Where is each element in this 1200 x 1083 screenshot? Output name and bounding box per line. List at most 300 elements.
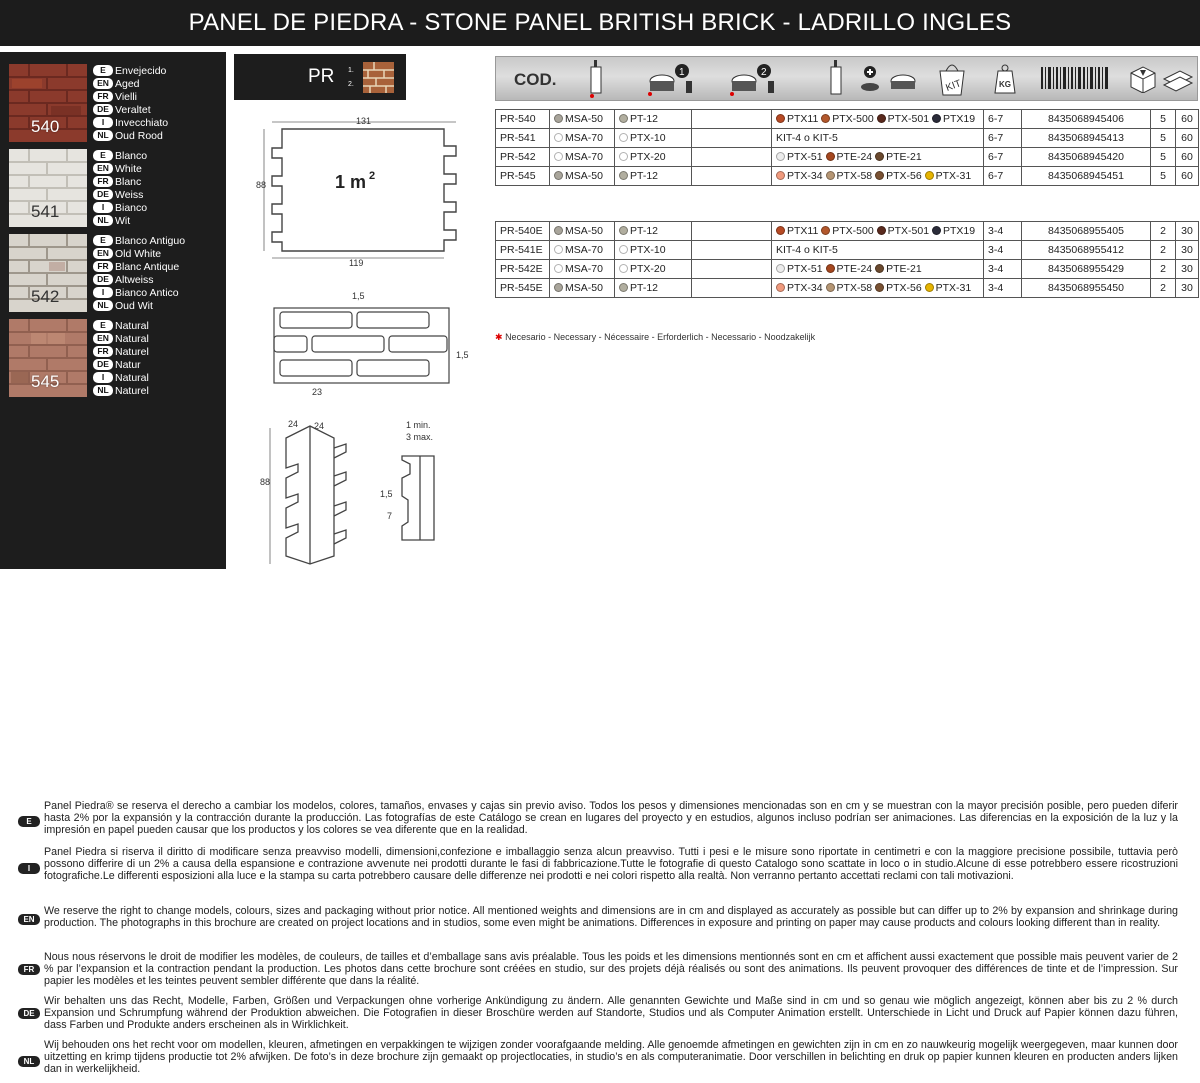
brick-panel-icon <box>362 61 395 94</box>
weight-value: 3-4 <box>988 282 1004 294</box>
brick-joint-drawing <box>274 308 449 383</box>
color-code: PTX-31 <box>935 170 972 182</box>
finish-name: Natural <box>115 319 149 332</box>
cell-empty <box>692 279 772 298</box>
product-code: PR-542E <box>500 263 543 275</box>
cell-adhesive <box>550 129 615 148</box>
finish-name: Altweiss <box>115 273 154 286</box>
ean-value: 8435068945420 <box>1048 151 1124 163</box>
lang-tag: DE <box>93 359 113 370</box>
disclaimer-text: Nous nous réservons le droit de modifier les modèles, de couleurs, de tailles et d’emballage sans avis préalable. Tous les poids et les dimensions mentionnés sont en cm et affichent aussi exactement que possible mais peuvent varier de 2 % par l’expansion et la contraction pendant la production. Les photos dans cette brochure sont créées en studio, sur des projets déjà réalisés ou sont des animations. Ils peuvent provoquer des différences de tinte et de l’impression. Sur papier les modèles et les teintes peuvent sembler différente que dans la réalité. <box>44 951 1178 987</box>
cell-empty <box>692 222 772 241</box>
finish-name: Blanco Antiguo <box>115 234 186 247</box>
cell-cod <box>496 241 550 260</box>
pallet-icon <box>1162 65 1194 93</box>
cell-qty <box>1151 167 1176 186</box>
barcode-icon <box>1041 67 1111 89</box>
plus-additive-icon <box>859 65 881 93</box>
product-code: PR-545 <box>500 170 536 182</box>
finish-name: Aged <box>115 77 140 90</box>
cell-adhesive <box>550 222 615 241</box>
cell-weight <box>984 110 1022 129</box>
cell-ean <box>1022 167 1151 186</box>
corner-piece-drawing <box>286 426 346 564</box>
ean-value: 8435068955429 <box>1048 263 1124 275</box>
kit-text: KIT-4 o KIT-5 <box>776 132 838 144</box>
color-dot <box>821 226 830 235</box>
disclaimer-nl <box>18 1040 1178 1075</box>
cell-qty <box>1151 110 1176 129</box>
product-table-corner <box>495 221 1199 298</box>
product-code: PR-541E <box>500 244 543 256</box>
color-code: PTX-501 <box>887 225 930 237</box>
lang-tag: FR <box>93 261 113 272</box>
lang-tag-fr: FR <box>18 964 40 975</box>
cell-colors <box>772 110 984 129</box>
cell-colors <box>772 129 984 148</box>
cell-empty <box>692 260 772 279</box>
table-row <box>496 129 1199 148</box>
cell-cod <box>496 167 550 186</box>
color-code: PTX-501 <box>887 113 930 125</box>
color-code: PTX-56 <box>886 282 922 294</box>
area-label: 1 m <box>335 172 367 192</box>
lang-tag: FR <box>93 91 113 102</box>
cell-cod <box>496 110 550 129</box>
cell-empty <box>692 148 772 167</box>
primer-color-dot <box>619 133 628 142</box>
finish-code: 541 <box>31 202 60 221</box>
finish-name: Wit <box>115 214 131 227</box>
color-dot <box>826 171 835 180</box>
box-qty: 5 <box>1160 132 1166 144</box>
cell-colors <box>772 279 984 298</box>
color-code: PTX11 <box>787 225 819 237</box>
swatch-image <box>9 234 87 312</box>
note-text: Necesario - Necessary - Nécessaire - Erforderlich - Necessario - Noodzakelijk <box>505 332 816 342</box>
finish-names <box>93 234 223 312</box>
cell-primer <box>615 167 692 186</box>
cell-adhesive <box>550 148 615 167</box>
joint-label: 1,5 <box>352 291 365 301</box>
finish-name: White <box>115 162 142 175</box>
cell-qty <box>1151 260 1176 279</box>
lang-tag: I <box>93 372 113 383</box>
profile-drawing <box>402 456 434 540</box>
cell-ean <box>1022 241 1151 260</box>
cell-weight <box>984 222 1022 241</box>
color-code: PTE-24 <box>836 263 873 275</box>
box-qty: 2 <box>1160 282 1166 294</box>
color-code: PTE-21 <box>886 263 922 275</box>
box-qty: 5 <box>1160 170 1166 182</box>
color-code: PTX19 <box>942 113 976 125</box>
color-dot <box>932 226 941 235</box>
finish-545 <box>9 319 221 397</box>
color-dot <box>776 264 785 273</box>
cell-weight <box>984 167 1022 186</box>
cell-colors <box>772 148 984 167</box>
disclaimer-de <box>18 996 1178 1031</box>
finish-name: Natur <box>115 358 141 371</box>
cell-adhesive <box>550 110 615 129</box>
primer-color-dot <box>619 152 628 161</box>
ean-value: 8435068945406 <box>1048 113 1124 125</box>
disclaimer-text: Panel Piedra si riserva il diritto di modificare senza preavviso modelli, dimensioni,confezione e imballaggio senza alcun preavviso. Tutti i pesi e le misure sono riportate in centimetri e con la maggiore precisione possibile, tuttavia però possono differire di un 2% a causa della espansione e contrazione avvenute nei prodotti durante le fasi di fabbricazione.Tutte le fotografie di questo Catalogo sono scattate in loco o in studio.Alcune di esse potrebbero essere ricostruzioni fotografiche.Le differenti esposizioni alla luce e la stampa su carta potrebbero causare delle differenze nei prodotti e nei colori rispetto alla realtà. Non verranno pertanto accettati reclami con tali motivazioni. <box>44 846 1178 882</box>
adhesive-color-dot <box>554 152 563 161</box>
finish-name: Natural <box>115 371 149 384</box>
color-code: PTX-34 <box>787 282 823 294</box>
finish-sidebar <box>0 52 226 569</box>
adhesive-code: MSA-70 <box>565 151 603 163</box>
kit-bag-icon <box>936 59 968 97</box>
primer-color-dot <box>619 264 628 273</box>
primer-code: PTX-10 <box>630 244 666 256</box>
lang-tag: EN <box>93 163 113 174</box>
lang-tag: FR <box>93 346 113 357</box>
corner-b-label: 24 <box>314 421 325 431</box>
primer-code: PTX-10 <box>630 132 666 144</box>
color-dot <box>776 152 785 161</box>
adhesive-code: MSA-50 <box>565 113 603 125</box>
color-code: PTX-58 <box>836 282 873 294</box>
disclaimer-text: Panel Piedra® se reserva el derecho a cambiar los modelos, colores, tamaños, envases y cajas sin previo aviso. Todos los pesos y dimensiones mencionadas son en cm y se muestran con la mayor precisión posible, pero pueden diferir hasta 2% por la expansión y la contracción durante la producción. Las fotografías de este Catálogo se crean en lugares del proyecto y en estudios, algunos incluso podrían ser animaciones. Las diferencias en la exposición de la luz y la impresión en papel pueden causar que los productos y los colores se vea diferente que en la realidad. <box>44 800 1178 836</box>
cell-qty <box>1151 241 1176 260</box>
weight-value: 6-7 <box>988 113 1004 125</box>
marker-2: 2. <box>348 81 354 88</box>
primer-code: PTX-20 <box>630 151 666 163</box>
cell-adhesive <box>550 260 615 279</box>
ean-value: 8435068945451 <box>1048 170 1124 182</box>
adhesive-code: MSA-70 <box>565 244 603 256</box>
pallet-qty: 30 <box>1181 263 1193 275</box>
color-dot <box>776 114 785 123</box>
color-dot <box>932 114 941 123</box>
product-code: PR-542 <box>500 151 536 163</box>
color-code: PTX-34 <box>787 170 823 182</box>
lang-tag: I <box>93 202 113 213</box>
lang-tag: E <box>93 320 113 331</box>
color-dot <box>925 283 934 292</box>
color-dot <box>875 171 884 180</box>
color-dot <box>776 171 785 180</box>
weight-kg-icon <box>993 63 1017 95</box>
finish-540 <box>9 64 221 142</box>
cell-pallet <box>1176 260 1199 279</box>
profile-b-label: 7 <box>387 511 393 521</box>
table-row <box>496 148 1199 167</box>
finish-names <box>93 149 223 227</box>
adhesive-color-dot <box>554 283 563 292</box>
finish-name: Natural <box>115 332 149 345</box>
cell-ean <box>1022 260 1151 279</box>
table-header-icons <box>495 56 1198 101</box>
box-quantity-icon <box>1129 65 1157 93</box>
disclaimer-es <box>18 801 1178 836</box>
required-star-icon: ✱ <box>495 332 503 342</box>
finish-name: Bianco <box>115 201 148 214</box>
table-row <box>496 260 1199 279</box>
disclaimer-text: Wij behouden ons het recht voor om modellen, kleuren, afmetingen en verpakkingen te wijzigen zonder voorafgaande melding. Alle genoemde afmetingen en gewichten zijn in cm en zo nauwkeurig mogelijk weergegeven, maar kunnen door uitzetting en krimp tijdens productie tot 2% afwijken. De foto’s in deze brochure zijn gemaakt op projectlocaties, in studio’s en als computeranimatie. Door verschillen in belichting en druk op papier kunnen kleuren en producten anders lijken dan in werkelijkheid. <box>44 1039 1178 1075</box>
width-bottom-label: 119 <box>349 258 364 268</box>
product-code: PR-540E <box>500 225 543 237</box>
area-superscript: 2 <box>369 170 376 182</box>
corner-height-label: 88 <box>260 477 271 487</box>
cell-ean <box>1022 148 1151 167</box>
cell-weight <box>984 279 1022 298</box>
color-code: PTX-500 <box>832 225 874 237</box>
cell-cod <box>496 129 550 148</box>
adhesive-color-dot <box>554 245 563 254</box>
box-qty: 5 <box>1160 113 1166 125</box>
cell-ean <box>1022 110 1151 129</box>
color-code: PTE-21 <box>886 151 922 163</box>
product-code: PR-541 <box>500 132 536 144</box>
ean-value: 8435068955405 <box>1048 225 1124 237</box>
adhesive-code: MSA-50 <box>565 225 603 237</box>
joint-side-label: 1,5 <box>456 350 469 360</box>
corner-a-label: 24 <box>288 419 299 429</box>
color-dot <box>925 171 934 180</box>
color-dot <box>877 226 886 235</box>
cell-cod <box>496 279 550 298</box>
weight-value: 3-4 <box>988 225 1004 237</box>
cell-weight <box>984 260 1022 279</box>
adhesive-color-dot <box>554 264 563 273</box>
adhesive-color-dot <box>554 226 563 235</box>
color-dot <box>821 114 830 123</box>
lang-tag: EN <box>93 248 113 259</box>
cell-cod <box>496 222 550 241</box>
lang-tag: FR <box>93 176 113 187</box>
weight-value: 6-7 <box>988 151 1004 163</box>
finish-name: Old White <box>115 247 162 260</box>
finish-code: 542 <box>31 287 60 306</box>
lang-tag: E <box>93 235 113 246</box>
ean-value: 8435068955450 <box>1048 282 1124 294</box>
cell-colors <box>772 241 984 260</box>
finish-code: 540 <box>31 117 60 136</box>
color-code: PTX11 <box>787 113 819 125</box>
adhesive-color-dot <box>554 114 563 123</box>
color-dot <box>826 152 835 161</box>
necessary-note <box>495 332 815 343</box>
lang-tag: EN <box>93 333 113 344</box>
step-2-number: 2 <box>761 67 767 78</box>
finish-name: Blanc <box>115 175 142 188</box>
cell-cod <box>496 148 550 167</box>
cell-empty <box>692 167 772 186</box>
cell-primer <box>615 260 692 279</box>
lang-tag: NL <box>93 215 113 226</box>
finish-name: Naturel <box>115 345 149 358</box>
box-qty: 2 <box>1160 244 1166 256</box>
cell-cod <box>496 260 550 279</box>
cell-pallet <box>1176 110 1199 129</box>
cell-empty <box>692 241 772 260</box>
cell-pallet <box>1176 222 1199 241</box>
color-code: PTX-51 <box>787 263 823 275</box>
primer-color-dot <box>619 245 628 254</box>
pallet-qty: 60 <box>1181 132 1193 144</box>
product-code: PR-545E <box>500 282 543 294</box>
lang-tag-en: EN <box>18 914 40 925</box>
lang-tag: E <box>93 150 113 161</box>
cell-primer <box>615 279 692 298</box>
finish-name: Oud Wit <box>115 299 153 312</box>
finish-code: 545 <box>31 372 60 391</box>
color-dot <box>877 114 886 123</box>
dimension-drawings <box>234 108 474 568</box>
finish-name: Blanc Antique <box>115 260 180 273</box>
finish-542 <box>9 234 221 312</box>
step-1-number: 1 <box>679 67 685 78</box>
cell-qty <box>1151 279 1176 298</box>
page-title: PANEL DE PIEDRA - STONE PANEL BRITISH BRICK - LADRILLO INGLES <box>0 0 1200 46</box>
finish-name: Weiss <box>115 188 144 201</box>
finish-name: Blanco <box>115 149 148 162</box>
finish-names <box>93 319 223 397</box>
cell-pallet <box>1176 129 1199 148</box>
cell-primer <box>615 148 692 167</box>
table-row <box>496 167 1199 186</box>
finish-name: Vielli <box>115 90 137 103</box>
pallet-qty: 30 <box>1181 225 1193 237</box>
cell-weight <box>984 129 1022 148</box>
pallet-qty: 60 <box>1181 113 1193 125</box>
disclaimer-text: Wir behalten uns das Recht, Modelle, Farben, Größen und Verpackungen ohne vorherige Ankündigung zu ändern. Alle genannten Gewichte und Maße sind in cm und so genau wie möglich angezeigt, können aber bis zu 2 % durch Expansion und Schrumpfung während der Produktion abweichen. Die Fotografien in dieser Broschüre werden auf Standorte, Studios und als Computer Animation erstellt. Unterschiede in Licht und Druck auf Papier können dazu führen, dass Farben und Produkte anders erscheinen als in Wirklichkeit. <box>44 995 1178 1031</box>
primer-code: PT-12 <box>630 225 659 237</box>
table-row <box>496 222 1199 241</box>
box-qty: 2 <box>1160 263 1166 275</box>
color-dot <box>875 152 884 161</box>
color-code: PTX-500 <box>832 113 874 125</box>
cell-primer <box>615 129 692 148</box>
profile-a-label: 1,5 <box>380 489 393 499</box>
color-dot <box>826 264 835 273</box>
table-row <box>496 279 1199 298</box>
height-label: 88 <box>256 180 267 190</box>
lang-tag: DE <box>93 274 113 285</box>
pallet-qty: 30 <box>1181 244 1193 256</box>
adhesive-code: MSA-50 <box>565 170 603 182</box>
cell-primer <box>615 241 692 260</box>
primer-color-dot <box>619 283 628 292</box>
pr-label: PR <box>308 66 335 87</box>
lang-tag-i: I <box>18 863 40 874</box>
lang-tag: NL <box>93 385 113 396</box>
color-dot <box>776 283 785 292</box>
width-top-label: 131 <box>356 116 372 126</box>
finish-name: Envejecido <box>115 64 167 77</box>
weight-value: 6-7 <box>988 170 1004 182</box>
cell-qty <box>1151 148 1176 167</box>
cell-adhesive <box>550 241 615 260</box>
color-code: PTE-24 <box>836 151 873 163</box>
primer-step-1-icon <box>646 61 696 97</box>
gap-min-label: 1 min. <box>406 420 431 430</box>
lang-tag: DE <box>93 189 113 200</box>
disclaimer-it <box>18 847 1178 882</box>
lang-tag-e: E <box>18 816 40 827</box>
finish-name: Veraltet <box>115 103 151 116</box>
adhesive-code: MSA-70 <box>565 263 603 275</box>
sealant-cartridge-icon <box>829 60 843 96</box>
kit-text: KIT-4 o KIT-5 <box>776 244 838 256</box>
cell-ean <box>1022 222 1151 241</box>
cell-qty <box>1151 222 1176 241</box>
primer-color-dot <box>619 226 628 235</box>
gap-max-label: 3 max. <box>406 432 434 442</box>
cell-ean <box>1022 129 1151 148</box>
swatch-image <box>9 319 87 397</box>
cell-pallet <box>1176 148 1199 167</box>
cell-colors <box>772 167 984 186</box>
cell-empty <box>692 129 772 148</box>
lang-tag: EN <box>93 78 113 89</box>
cell-weight <box>984 241 1022 260</box>
lang-tag: I <box>93 287 113 298</box>
color-code: PTX-31 <box>935 282 972 294</box>
primer-code: PT-12 <box>630 282 659 294</box>
swatch-image <box>9 149 87 227</box>
paint-tray-icon <box>889 65 919 93</box>
color-dot <box>875 283 884 292</box>
primer-code: PT-12 <box>630 170 659 182</box>
weight-value: 3-4 <box>988 244 1004 256</box>
table-row <box>496 110 1199 129</box>
primer-code: PT-12 <box>630 113 659 125</box>
product-code: PR-540 <box>500 113 536 125</box>
finish-name: Invecchiato <box>115 116 169 129</box>
adhesive-color-dot <box>554 133 563 142</box>
weight-value: 3-4 <box>988 263 1004 275</box>
adhesive-code: MSA-70 <box>565 132 603 144</box>
cell-qty <box>1151 129 1176 148</box>
brick-length-label: 23 <box>312 387 323 397</box>
color-dot <box>875 264 884 273</box>
swatch-image <box>9 64 87 142</box>
kit-label: KIT <box>944 78 963 94</box>
kg-label: KG <box>999 80 1011 89</box>
cell-pallet <box>1176 167 1199 186</box>
primer-color-dot <box>619 114 628 123</box>
pr-model-box <box>234 54 406 100</box>
marker-1: 1. <box>348 67 354 74</box>
table-row <box>496 241 1199 260</box>
cell-colors <box>772 222 984 241</box>
primer-step-2-icon <box>728 61 778 97</box>
adhesive-cartridge-icon <box>589 60 605 98</box>
cell-primer <box>615 222 692 241</box>
color-code: PTX-56 <box>886 170 922 182</box>
box-qty: 2 <box>1160 225 1166 237</box>
finish-names <box>93 64 223 142</box>
cell-adhesive <box>550 279 615 298</box>
lang-tag: E <box>93 65 113 76</box>
color-code: PTX19 <box>942 225 976 237</box>
cell-colors <box>772 260 984 279</box>
cell-primer <box>615 110 692 129</box>
disclaimer-text: We reserve the right to change models, colours, sizes and packaging without prior notice. All mentioned weights and dimensions are in cm and displayed as accurately as possible but can differ up to 2% by expansion and shrinkage during production. The photographs in this brochure are created on project locations and in studios, some even might be animations. Differences in exposure and printing on paper may cause products and colours looking different than in reality. <box>44 905 1178 929</box>
finish-name: Naturel <box>115 384 149 397</box>
color-dot <box>776 226 785 235</box>
lang-tag-de: DE <box>18 1008 40 1019</box>
finish-541 <box>9 149 221 227</box>
adhesive-code: MSA-50 <box>565 282 603 294</box>
finish-name: Bianco Antico <box>115 286 179 299</box>
cell-pallet <box>1176 241 1199 260</box>
